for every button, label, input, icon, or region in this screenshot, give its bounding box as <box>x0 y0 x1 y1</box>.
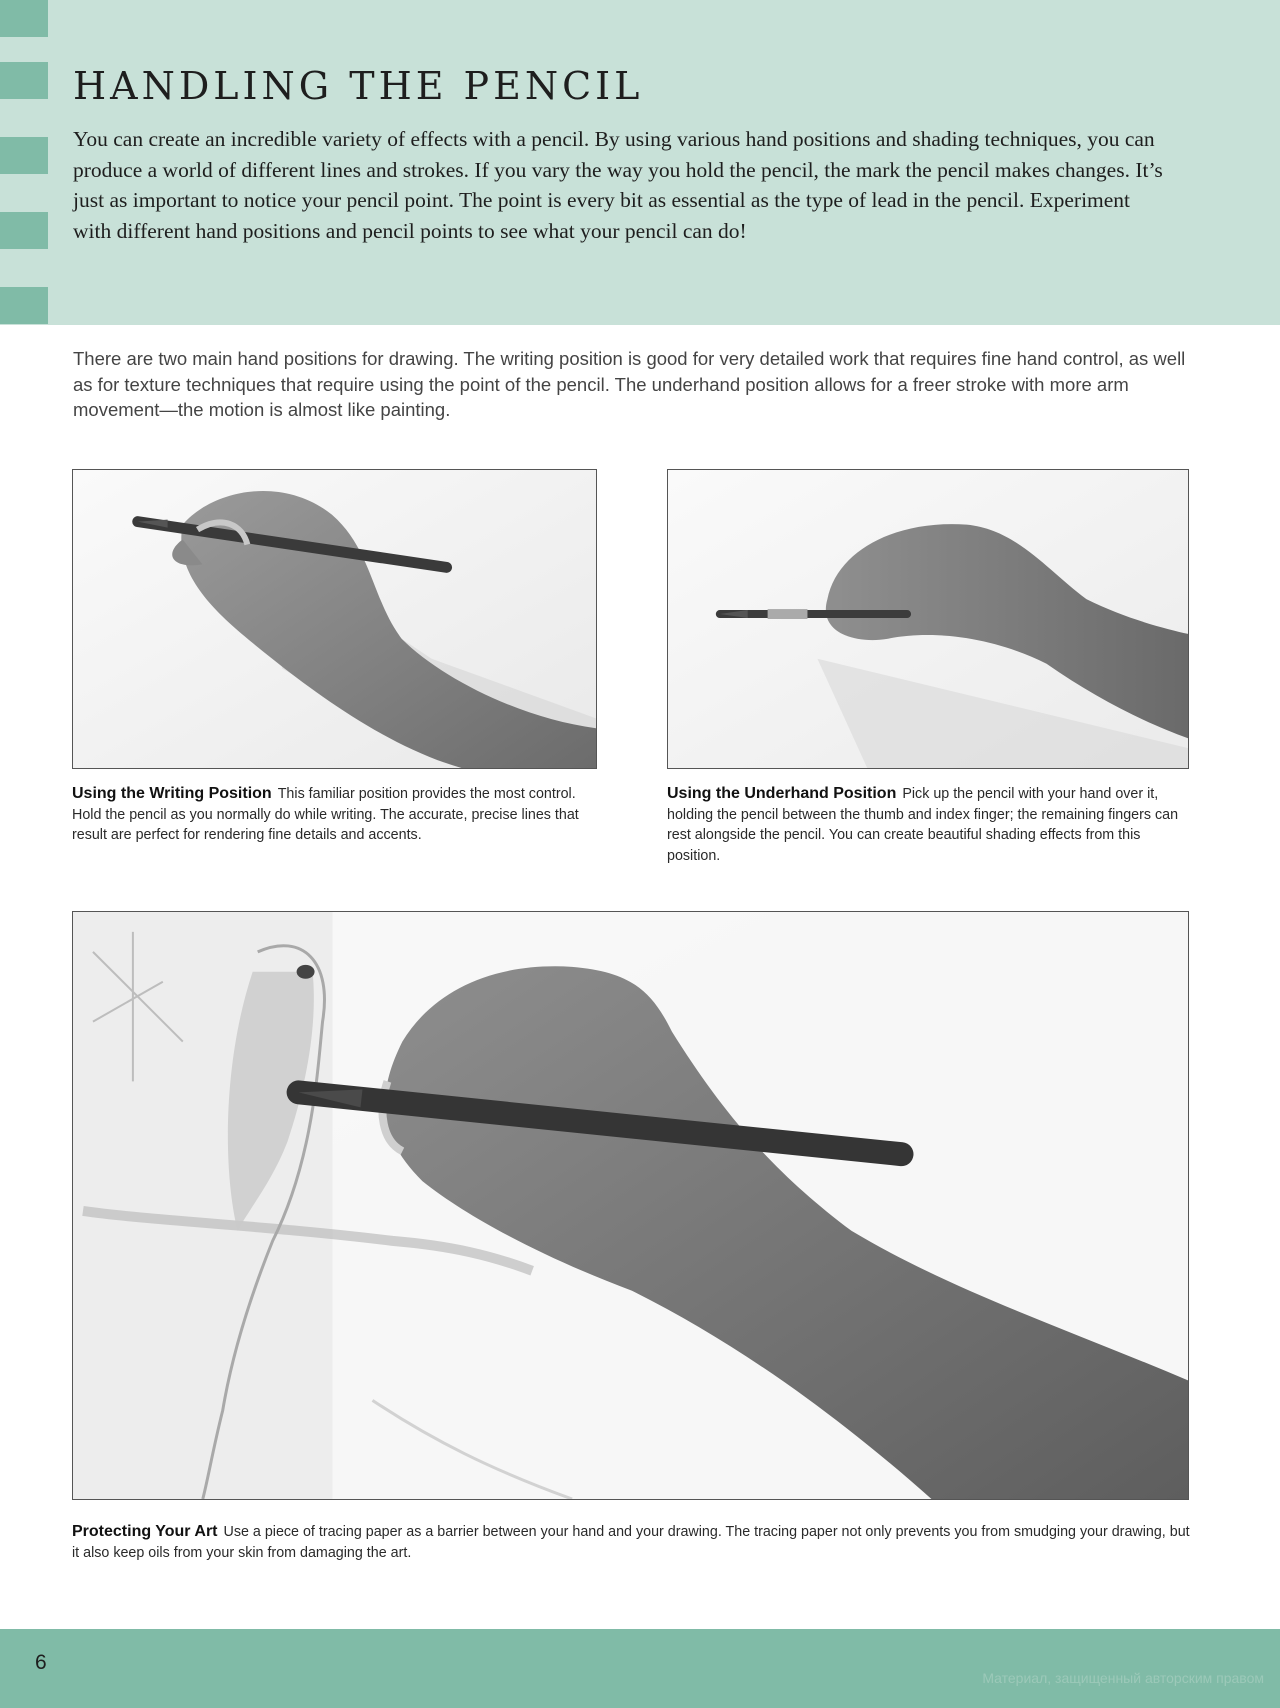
page-number: 6 <box>35 1651 47 1674</box>
protecting-art-photo <box>72 911 1189 1500</box>
underhand-position-caption-title: Using the Underhand Position <box>667 785 897 802</box>
body-paragraph: There are two main hand positions for drawing. The writing position is good for very detailed work that requires fine hand control, as well as for texture techniques that require using the point of the pencil. The underhand position allows for a freer stroke with more arm movement—the motion is almost like painting. <box>73 348 1186 420</box>
hand-writing-illustration <box>73 470 596 768</box>
protecting-art-caption-text: Use a piece of tracing paper as a barrier between your hand and your drawing. The tracing paper not only prevents you from smudging your drawing, but it also keep oils from your skin from damaging the art. <box>72 1524 1190 1561</box>
footer-band <box>0 1629 1280 1708</box>
protecting-art-caption <box>72 1522 1197 1563</box>
hand-underhand-illustration <box>668 470 1188 768</box>
writing-position-photo <box>72 469 597 769</box>
underhand-position-photo <box>667 469 1189 769</box>
underhand-position-caption <box>667 784 1192 866</box>
margin-tab <box>0 287 48 324</box>
copyright-watermark: Материал, защищенный авторским правом <box>982 1670 1264 1686</box>
margin-tab <box>0 0 48 37</box>
tracing-paper-illustration <box>73 912 1188 1499</box>
margin-tab <box>0 137 48 174</box>
intro-paragraph: You can create an incredible variety of effects with a pencil. By using various hand positions and shading techniques, you can produce a world of different lines and strokes. If you vary the way you hold the pencil, the mark the pencil makes changes. It’s just as important to notice your pencil point. The point is every bit as essential as the type of lead in the pencil. Experiment with different hand positions and pencil points to see what your pencil can do! <box>73 127 1163 243</box>
writing-position-caption-title: Using the Writing Position <box>72 785 272 802</box>
underhand-position-caption-text: Pick up the pencil with your hand over it, holding the pencil between the thumb and index finger; the remaining fingers can rest alongside the pencil. You can create beautiful shading effects from this position. <box>667 786 1179 864</box>
protecting-art-caption-title: Protecting Your Art <box>72 1523 218 1540</box>
writing-position-caption <box>72 784 602 846</box>
page-title: HANDLING THE PENCIL <box>73 64 644 108</box>
writing-position-caption-text: This familiar position provides the most control. Hold the pencil as you normally do while writing. The accurate, precise lines that result are perfect for rendering fine details and accents. <box>72 786 579 843</box>
margin-tab <box>0 212 48 249</box>
margin-tab <box>0 62 48 99</box>
